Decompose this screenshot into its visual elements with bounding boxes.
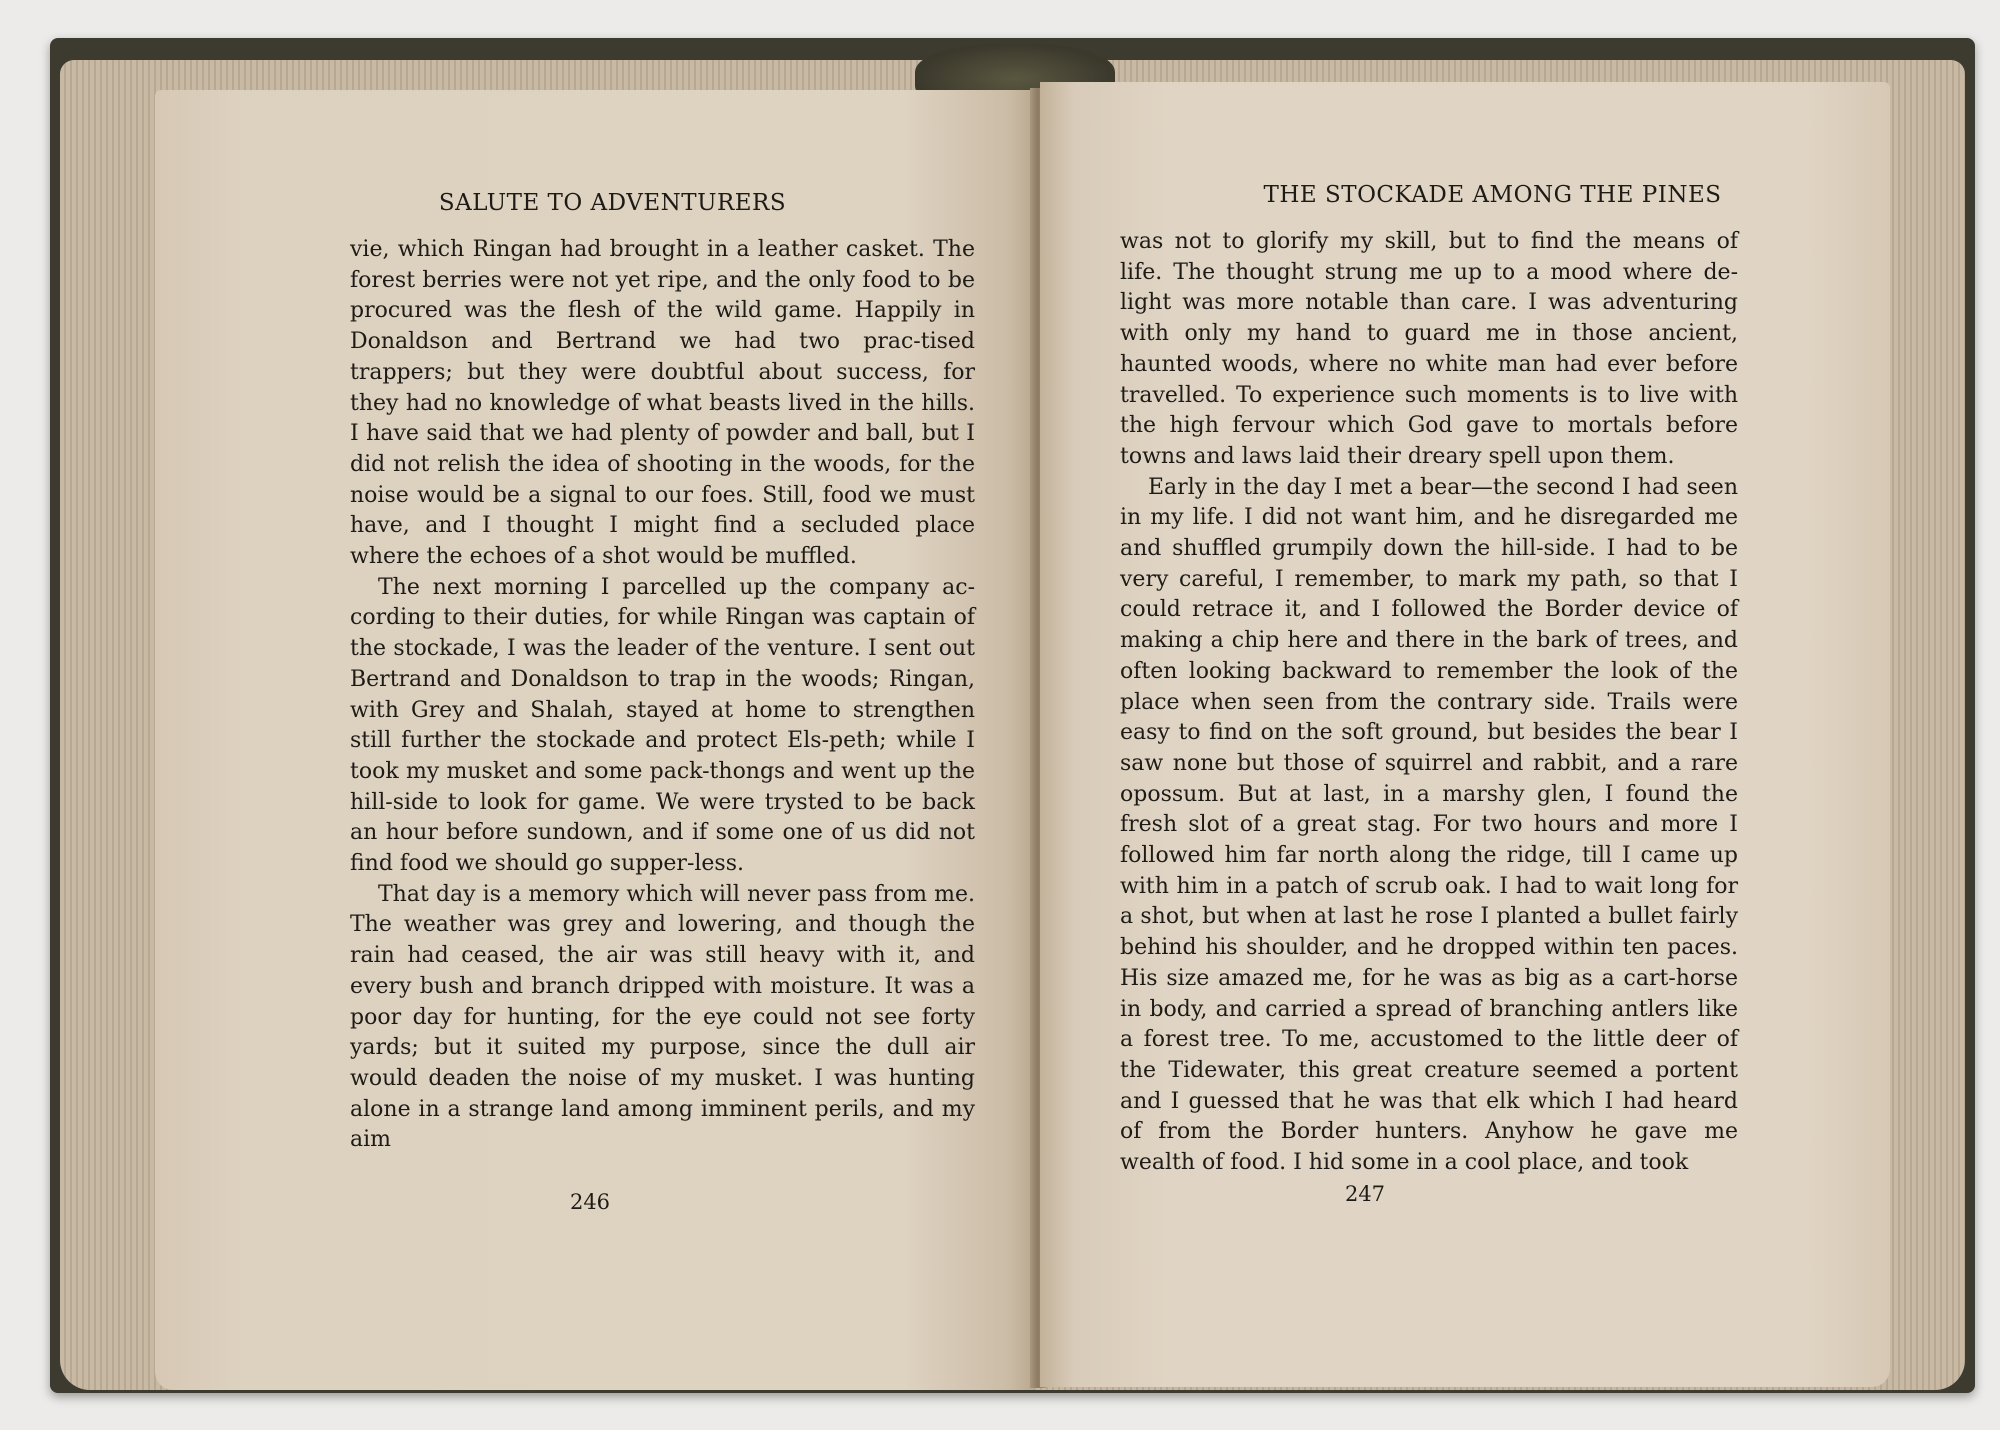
right-page-number: 247 — [1344, 1182, 1386, 1206]
left-page-number: 246 — [569, 1190, 611, 1214]
right-running-head: THE STOCKADE AMONG THE PINES — [1263, 182, 1722, 208]
right-page-text — [1120, 227, 1738, 1179]
right-paragraph: was not to glorify my skill, but to find the means of life. The thought strung me up to a mood where de-light was more notable than care. I was adventuring with only my hand to guard me in those ancient, haunted woods, where no white man had ever before travelled. To experience such moments is to live with the high fervour which God gave to mortals before towns and laws laid their dreary spell upon them. — [1120, 229, 1738, 469]
left-page-text — [350, 235, 975, 1156]
right-paragraph: Early in the day I met a bear—the second I had seen in my life. I did not want him, and he disregarded me and shuffled grumpily down the hill-side. I had to be very careful, I remember, to mark my path, so that I could retrace it, and I followed the Border device of making a chip here and there in the bark of trees, and often looking backward to remember the look of the place when seen from the contrary side. Trails were easy to find on the soft ground, but besides the bear I saw none but those of squirrel and rabbit, and a rare opossum. But at last, in a marshy glen, I found the fresh slot of a great stag. For two hours and more I followed him far north along the ridge, till I came up with him in a patch of scrub oak. I had to wait long for a shot, but when at last he rose I planted a bullet fairly behind his shoulder, and he dropped within ten paces. His size amazed me, for he was as big as a cart-horse in body, and carried a spread of branching antlers like a forest tree. To me, accustomed to the little deer of the Tidewater, this great creature seemed a portent and I guessed that he was that elk which I had heard of from the Border hunters. Anyhow he gave me wealth of food. I hid some in a cool place, and took — [1120, 474, 1738, 1176]
left-paragraph: vie, which Ringan had brought in a leather casket. The forest berries were not yet ripe, and the only food to be procured was the flesh of the wild game. Happily in Donaldson and Bertrand we had two prac-tised trappers; but they were doubtful about success, for they had no knowledge of what beasts lived in the hills. I have said that we had plenty of powder and ball, but I did not relish the idea of shooting in the woods, for the noise would be a signal to our foes. Still, food we must have, and I thought I might find a secluded place where the echoes of a shot would be muffled. — [350, 237, 975, 570]
left-page — [155, 90, 1035, 1390]
left-paragraph: The next morning I parcelled up the company ac-cording to their duties, for while Ringan was captain of the stockade, I was the leader of the venture. I sent out Bertrand and Donaldson to trap in the woods; Ringan, with Grey and Shalah, stayed at home to strengthen still further the stockade and protect Els-peth; while I took my musket and some pack-thongs and went up the hill-side to look for game. We were trysted to be back an hour before sundown, and if some one of us did not find food we should go supper-less. — [350, 574, 975, 877]
right-page — [1040, 82, 1890, 1387]
left-paragraph: That day is a memory which will never pass from me. The weather was grey and lowering, and though the rain had ceased, the air was still heavy with it, and every bush and branch dripped with moisture. It was a poor day for hunting, for the eye could not see forty yards; but it suited my purpose, since the dull air would deaden the noise of my musket. I was hunting alone in a strange land among imminent perils, and my aim — [350, 881, 975, 1153]
left-running-head: SALUTE TO ADVENTURERS — [438, 190, 787, 216]
